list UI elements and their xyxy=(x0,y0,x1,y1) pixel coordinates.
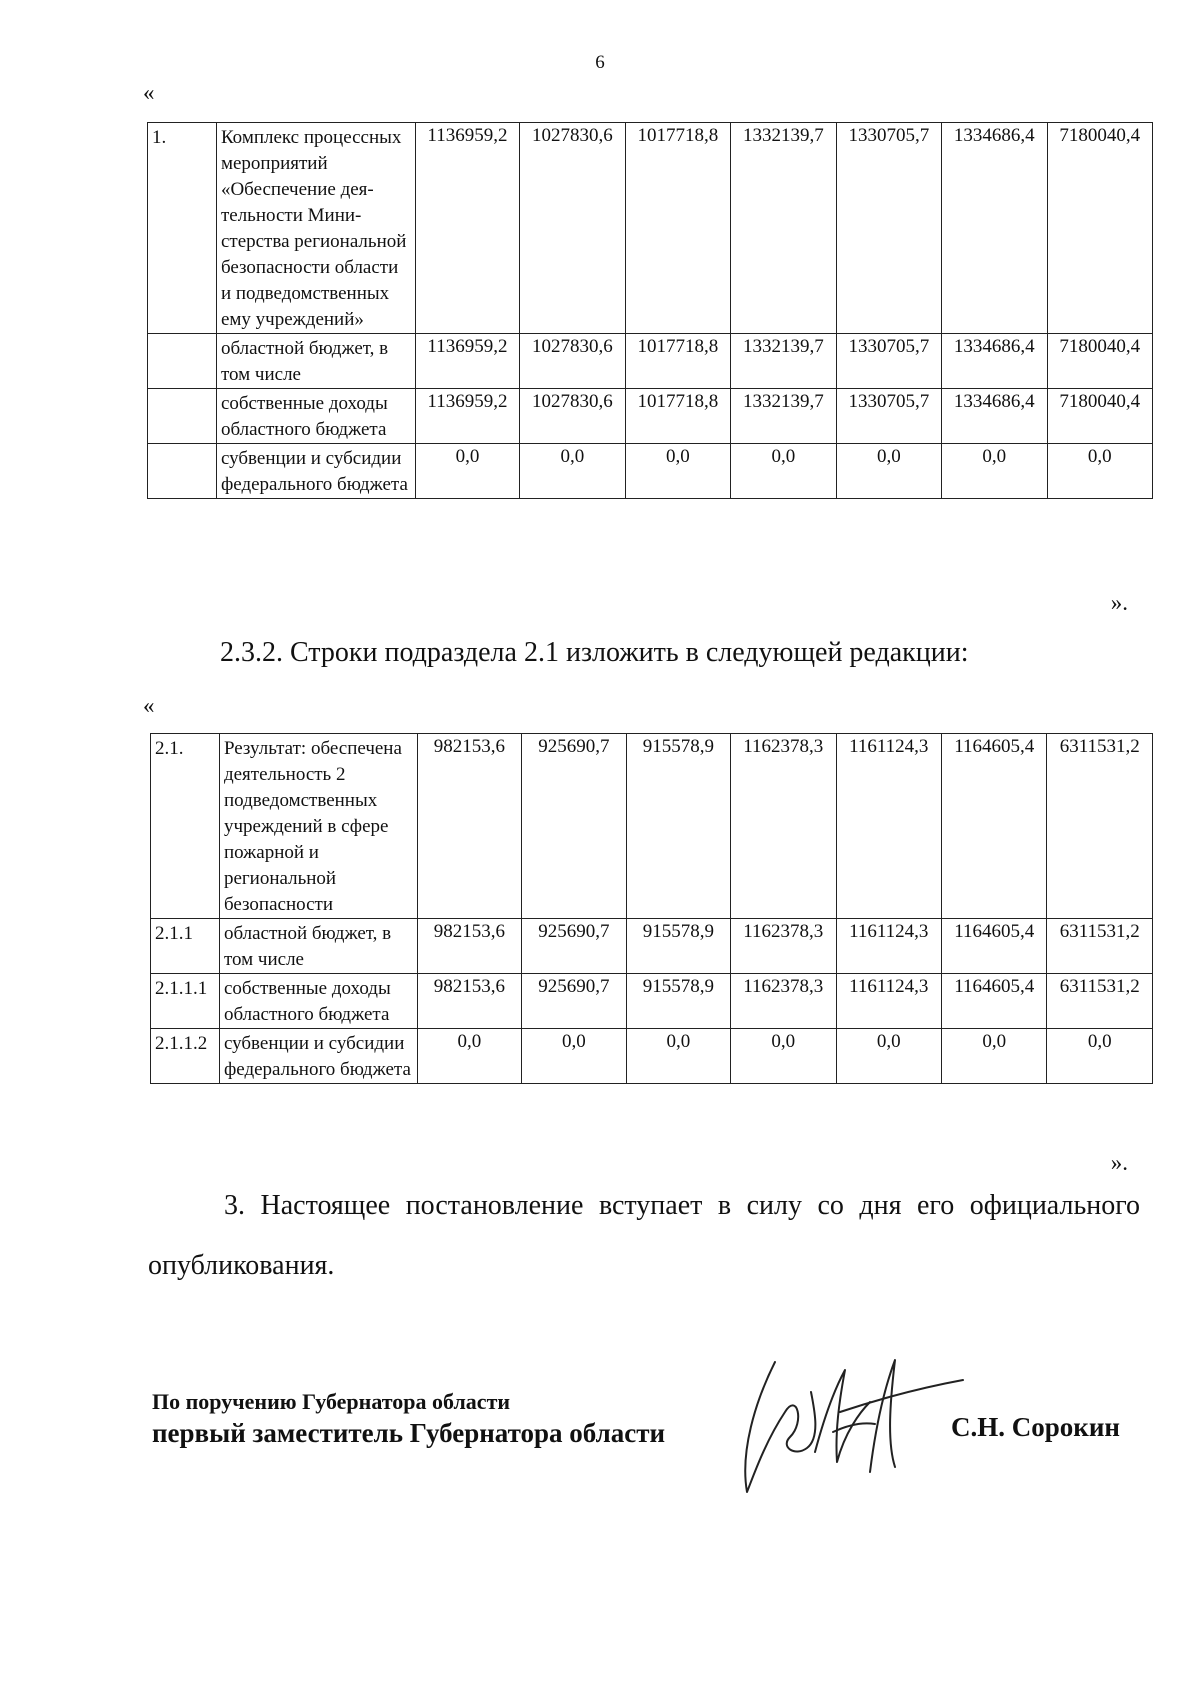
value-cell: 1027830,6 xyxy=(520,334,625,389)
value-cell: 925690,7 xyxy=(522,974,626,1029)
value-cell: 1332139,7 xyxy=(731,123,836,334)
value-cell: 1330705,7 xyxy=(836,334,941,389)
value-cell: 1136959,2 xyxy=(415,334,519,389)
table2-close-quote: ». xyxy=(1110,1150,1128,1175)
value-cell: 1332139,7 xyxy=(731,334,836,389)
table2-open-quote: « xyxy=(143,693,155,718)
value-cell: 0,0 xyxy=(942,444,1047,499)
value-cell: 1017718,8 xyxy=(625,334,730,389)
row-index: 2.1.1 xyxy=(151,919,220,974)
value-cell: 0,0 xyxy=(731,1029,836,1084)
table-row xyxy=(151,919,1153,974)
page-number: 6 xyxy=(595,52,605,73)
value-cell: 1164605,4 xyxy=(942,974,1047,1029)
row-label: Комплекс процессных мероприятий «Обеспечение деятельности Министерства региональной безопасности области и подведомственных ему учреждений» xyxy=(216,123,415,334)
value-cell: 7180040,4 xyxy=(1047,334,1152,389)
value-cell: 1027830,6 xyxy=(520,389,625,444)
budget-table-2-body xyxy=(151,734,1153,1084)
row-label: субвенции и субсидии федерального бюджета xyxy=(219,1029,417,1084)
value-cell: 1161124,3 xyxy=(836,919,941,974)
row-index xyxy=(148,444,217,499)
value-cell: 6311531,2 xyxy=(1047,734,1153,919)
budget-table-2 xyxy=(150,733,1153,1084)
signatory-name: С.Н. Сорокин xyxy=(951,1412,1120,1442)
value-cell: 6311531,2 xyxy=(1047,974,1153,1029)
table-row xyxy=(148,444,1153,499)
value-cell: 925690,7 xyxy=(522,734,626,919)
table-row xyxy=(151,734,1153,919)
paragraph-3-line-1: 3. Настоящее постановление вступает в силу со дня его официального xyxy=(224,1190,1140,1221)
value-cell: 1162378,3 xyxy=(731,919,836,974)
value-cell: 0,0 xyxy=(520,444,625,499)
value-cell: 1017718,8 xyxy=(625,123,730,334)
value-cell: 1332139,7 xyxy=(731,389,836,444)
table1-close-quote: ». xyxy=(1110,590,1128,615)
value-cell: 0,0 xyxy=(731,444,836,499)
value-cell: 925690,7 xyxy=(522,919,626,974)
value-cell: 1161124,3 xyxy=(836,974,941,1029)
value-cell: 982153,6 xyxy=(417,919,521,974)
value-cell: 0,0 xyxy=(625,444,730,499)
row-index: 2.1.1.2 xyxy=(151,1029,220,1084)
value-cell: 0,0 xyxy=(1047,1029,1153,1084)
row-index: 2.1.1.1 xyxy=(151,974,220,1029)
value-cell: 1330705,7 xyxy=(836,389,941,444)
value-cell: 1017718,8 xyxy=(625,389,730,444)
value-cell: 0,0 xyxy=(836,1029,941,1084)
value-cell: 0,0 xyxy=(942,1029,1047,1084)
section-heading: 2.3.2. Строки подраздела 2.1 изложить в следующей редакции: xyxy=(220,637,969,668)
value-cell: 1136959,2 xyxy=(415,389,519,444)
table-row xyxy=(148,123,1153,334)
value-cell: 0,0 xyxy=(836,444,941,499)
value-cell: 7180040,4 xyxy=(1047,123,1152,334)
row-label: собственные доходы областного бюджета xyxy=(216,389,415,444)
row-label: областной бюджет, в том числе xyxy=(216,334,415,389)
value-cell: 1164605,4 xyxy=(942,734,1047,919)
value-cell: 915578,9 xyxy=(626,734,730,919)
value-cell: 1164605,4 xyxy=(942,919,1047,974)
row-label: собственные доходы областного бюджета xyxy=(219,974,417,1029)
paragraph-3-line-2: опубликования. xyxy=(148,1250,335,1281)
table-row xyxy=(148,389,1153,444)
value-cell: 1334686,4 xyxy=(942,334,1047,389)
value-cell: 1027830,6 xyxy=(520,123,625,334)
value-cell: 0,0 xyxy=(417,1029,521,1084)
row-index: 2.1. xyxy=(151,734,220,919)
value-cell: 1136959,2 xyxy=(415,123,519,334)
row-label: субвенции и субсидии федерального бюджета xyxy=(216,444,415,499)
signature-title-line-1: По поручению Губернатора области xyxy=(152,1389,511,1414)
value-cell: 915578,9 xyxy=(626,919,730,974)
signature-title-line-2: первый заместитель Губернатора области xyxy=(152,1418,666,1448)
value-cell: 7180040,4 xyxy=(1047,389,1152,444)
value-cell: 6311531,2 xyxy=(1047,919,1153,974)
row-index xyxy=(148,389,217,444)
value-cell: 915578,9 xyxy=(626,974,730,1029)
value-cell: 0,0 xyxy=(1047,444,1152,499)
value-cell: 1161124,3 xyxy=(836,734,941,919)
value-cell: 0,0 xyxy=(626,1029,730,1084)
value-cell: 1162378,3 xyxy=(731,734,836,919)
table-row xyxy=(148,334,1153,389)
value-cell: 1334686,4 xyxy=(942,389,1047,444)
table1-open-quote: « xyxy=(143,80,155,105)
value-cell: 0,0 xyxy=(522,1029,626,1084)
value-cell: 1162378,3 xyxy=(731,974,836,1029)
table-row xyxy=(151,1029,1153,1084)
budget-table-1 xyxy=(147,122,1153,499)
handwritten-signature xyxy=(735,1352,965,1502)
row-label: областной бюджет, в том числе xyxy=(219,919,417,974)
row-index: 1. xyxy=(148,123,217,334)
budget-table-1-body xyxy=(148,123,1153,499)
value-cell: 982153,6 xyxy=(417,974,521,1029)
value-cell: 0,0 xyxy=(415,444,519,499)
value-cell: 1330705,7 xyxy=(836,123,941,334)
value-cell: 982153,6 xyxy=(417,734,521,919)
row-label: Результат: обеспечена деятельность 2 подведомственных учреждений в сфере пожарной и региональной безопасности xyxy=(219,734,417,919)
row-index xyxy=(148,334,217,389)
value-cell: 1334686,4 xyxy=(942,123,1047,334)
table-row xyxy=(151,974,1153,1029)
